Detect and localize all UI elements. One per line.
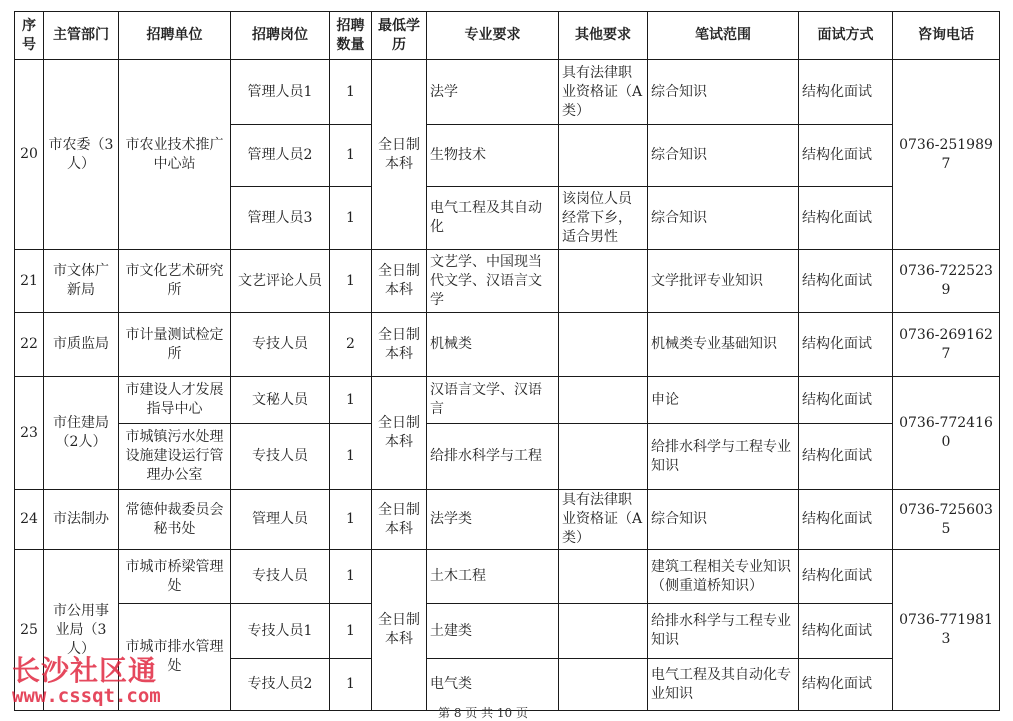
header-row <box>15 12 1000 60</box>
cell-other <box>559 550 648 604</box>
cell-edu: 全日制本科 <box>372 550 427 711</box>
table-row <box>15 604 1000 659</box>
cell-other: 该岗位人员经常下乡，适合男性 <box>559 187 648 250</box>
table-row <box>15 377 1000 424</box>
cell-no: 24 <box>15 490 44 550</box>
cell-exam: 建筑工程相关专业知识（侧重道桥知识） <box>648 550 799 604</box>
header-unit: 招聘单位 <box>119 12 231 60</box>
cell-interview: 结构化面试 <box>799 659 893 711</box>
cell-num: 2 <box>330 313 372 377</box>
table-row <box>15 550 1000 604</box>
watermark-name: 长沙社区通 <box>12 654 158 687</box>
cell-num: 1 <box>330 377 372 424</box>
table-row <box>15 60 1000 125</box>
cell-num: 1 <box>330 490 372 550</box>
cell-major: 电气类 <box>427 659 559 711</box>
cell-post: 专技人员 <box>231 313 330 377</box>
cell-other: 具有法律职业资格证（A类） <box>559 60 648 125</box>
header-other: 其他要求 <box>559 12 648 60</box>
cell-exam: 综合知识 <box>648 490 799 550</box>
cell-major: 机械类 <box>427 313 559 377</box>
header-edu: 最低学历 <box>372 12 427 60</box>
cell-other <box>559 377 648 424</box>
header-major: 专业要求 <box>427 12 559 60</box>
cell-interview: 结构化面试 <box>799 377 893 424</box>
cell-major: 给排水科学与工程 <box>427 424 559 490</box>
cell-unit: 常德仲裁委员会秘书处 <box>119 490 231 550</box>
cell-num: 1 <box>330 125 372 187</box>
cell-unit: 市计量测试检定所 <box>119 313 231 377</box>
cell-post: 专技人员1 <box>231 604 330 659</box>
cell-num: 1 <box>330 60 372 125</box>
cell-post: 管理人员3 <box>231 187 330 250</box>
table-row <box>15 250 1000 313</box>
header-no: 序号 <box>15 12 44 60</box>
cell-edu: 全日制本科 <box>372 490 427 550</box>
header-interview: 面试方式 <box>799 12 893 60</box>
cell-post: 管理人员 <box>231 490 330 550</box>
cell-major: 电气工程及其自动化 <box>427 187 559 250</box>
cell-num: 1 <box>330 250 372 313</box>
cell-dept: 市文体广新局 <box>44 250 119 313</box>
cell-dept: 市公用事业局（3人） <box>44 550 119 711</box>
header-post: 招聘岗位 <box>231 12 330 60</box>
cell-phone: 0736-2519897 <box>893 60 1000 250</box>
cell-interview: 结构化面试 <box>799 250 893 313</box>
cell-major: 生物技术 <box>427 125 559 187</box>
cell-interview: 结构化面试 <box>799 424 893 490</box>
cell-no: 20 <box>15 60 44 250</box>
cell-unit: 市建设人才发展指导中心 <box>119 377 231 424</box>
cell-other <box>559 250 648 313</box>
cell-major: 土木工程 <box>427 550 559 604</box>
cell-exam: 综合知识 <box>648 125 799 187</box>
header-num: 招聘数量 <box>330 12 372 60</box>
cell-no: 21 <box>15 250 44 313</box>
cell-post: 文秘人员 <box>231 377 330 424</box>
header-phone: 咨询电话 <box>893 12 1000 60</box>
cell-interview: 结构化面试 <box>799 604 893 659</box>
cell-major: 法学类 <box>427 490 559 550</box>
cell-num: 1 <box>330 550 372 604</box>
cell-other <box>559 125 648 187</box>
watermark-url: www.cssqt.com <box>12 685 161 707</box>
table-row <box>15 424 1000 490</box>
cell-unit: 市城市排水管理处 <box>119 604 231 711</box>
cell-other <box>559 604 648 659</box>
cell-phone: 0736-7724160 <box>893 377 1000 490</box>
cell-post: 管理人员1 <box>231 60 330 125</box>
cell-post: 专技人员 <box>231 424 330 490</box>
cell-phone: 0736-7256035 <box>893 490 1000 550</box>
cell-interview: 结构化面试 <box>799 550 893 604</box>
cell-major: 法学 <box>427 60 559 125</box>
header-exam: 笔试范围 <box>648 12 799 60</box>
cell-post: 文艺评论人员 <box>231 250 330 313</box>
cell-phone: 0736-2691627 <box>893 313 1000 377</box>
cell-dept: 市质监局 <box>44 313 119 377</box>
cell-exam: 文学批评专业知识 <box>648 250 799 313</box>
cell-edu: 全日制本科 <box>372 60 427 250</box>
cell-interview: 结构化面试 <box>799 187 893 250</box>
cell-phone: 0736-7719813 <box>893 550 1000 711</box>
cell-num: 1 <box>330 604 372 659</box>
cell-other <box>559 313 648 377</box>
cell-interview: 结构化面试 <box>799 490 893 550</box>
cell-exam: 给排水科学与工程专业知识 <box>648 604 799 659</box>
cell-major: 土建类 <box>427 604 559 659</box>
cell-exam: 机械类专业基础知识 <box>648 313 799 377</box>
cell-post: 专技人员2 <box>231 659 330 711</box>
cell-exam: 电气工程及其自动化专业知识 <box>648 659 799 711</box>
cell-phone: 0736-7225239 <box>893 250 1000 313</box>
cell-dept: 市农委（3人） <box>44 60 119 250</box>
site-watermark <box>12 654 161 707</box>
cell-other <box>559 424 648 490</box>
cell-unit: 市农业技术推广中心站 <box>119 60 231 250</box>
header-dept: 主管部门 <box>44 12 119 60</box>
cell-edu: 全日制本科 <box>372 377 427 490</box>
cell-exam: 综合知识 <box>648 60 799 125</box>
cell-unit: 市城镇污水处理设施建设运行管理办公室 <box>119 424 231 490</box>
cell-other: 具有法律职业资格证（A类） <box>559 490 648 550</box>
cell-edu: 全日制本科 <box>372 313 427 377</box>
cell-dept: 市住建局（2人） <box>44 377 119 490</box>
cell-dept: 市法制办 <box>44 490 119 550</box>
cell-num: 1 <box>330 659 372 711</box>
cell-post: 专技人员 <box>231 550 330 604</box>
table-row <box>15 490 1000 550</box>
cell-unit: 市文化艺术研究所 <box>119 250 231 313</box>
cell-exam: 给排水科学与工程专业知识 <box>648 424 799 490</box>
cell-interview: 结构化面试 <box>799 60 893 125</box>
cell-major: 文艺学、中国现当代文学、汉语言文学 <box>427 250 559 313</box>
cell-exam: 综合知识 <box>648 187 799 250</box>
cell-unit: 市城市桥梁管理处 <box>119 550 231 604</box>
recruitment-table <box>14 11 1000 711</box>
cell-no: 22 <box>15 313 44 377</box>
cell-no: 23 <box>15 377 44 490</box>
cell-post: 管理人员2 <box>231 125 330 187</box>
cell-no: 25 <box>15 550 44 711</box>
cell-num: 1 <box>330 424 372 490</box>
cell-edu: 全日制本科 <box>372 250 427 313</box>
cell-interview: 结构化面试 <box>799 313 893 377</box>
page-footer: 第 8 页 共 10 页 <box>438 706 528 720</box>
cell-major: 汉语言文学、汉语言 <box>427 377 559 424</box>
cell-interview: 结构化面试 <box>799 125 893 187</box>
cell-exam: 申论 <box>648 377 799 424</box>
table-row <box>15 313 1000 377</box>
cell-other <box>559 659 648 711</box>
cell-num: 1 <box>330 187 372 250</box>
